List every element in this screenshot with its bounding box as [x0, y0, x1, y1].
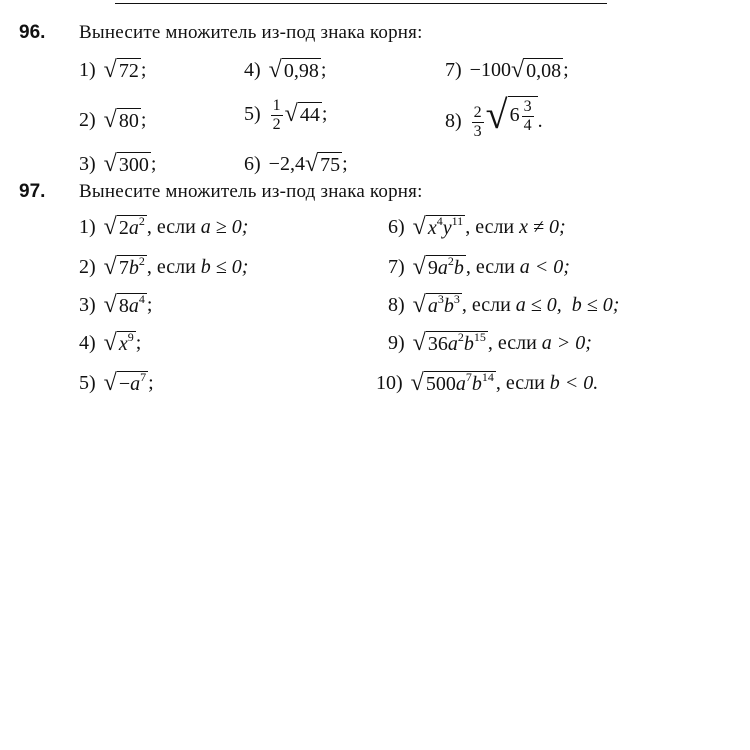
radical: √ 75 [304, 151, 341, 177]
radical: √ 72 [103, 57, 139, 83]
problem-96-item-2: 2) √ 80 ; [79, 107, 147, 133]
radical: √ $7b^2$ [103, 254, 145, 280]
radical: √ $500a^7b^{14}$ [410, 370, 494, 396]
radical: √ $9a^2b$ [412, 254, 464, 280]
radical: √ 0,08 [510, 57, 562, 83]
problem-97-item-7: 7) √ $9a^2b$ , если a < 0; [388, 254, 570, 280]
radical: √ $x^4y^{11}$ [412, 214, 464, 240]
problem-96-number: 96. [19, 22, 46, 43]
problem-97-item-4: 4) √ $x^9$ ; [79, 330, 142, 356]
problem-96-item-1: 1) √ 72 ; [79, 57, 147, 83]
fraction: $\frac{2}{3}$ [473, 103, 482, 140]
problem-96-item-3: 3) √ 300 ; [79, 151, 157, 177]
problem-97-item-8: 8) √ $a^3b^3$ , если a ≤ 0, b ≤ 0; [388, 292, 620, 318]
problem-97-item-2: 2) √ $7b^2$ , если b ≤ 0; [79, 254, 249, 280]
problem-97-item-10: 10) √ $500a^7b^{14}$ , если b < 0. [376, 370, 599, 396]
problem-96-heading: Вынесите множитель из-под знака корня: [79, 22, 423, 43]
radical: √ 0,98 [268, 57, 319, 83]
fraction: $\frac{1}{2}$ [272, 97, 281, 133]
problem-96-item-8: 8) $\frac{2}{3}$ √ 6 $\frac{3}{4}$ . [445, 92, 543, 140]
problem-97-item-3: 3) √ $8a^4$ ; [79, 292, 153, 318]
radical: √ 80 [103, 107, 139, 133]
radical: √ $x^9$ [103, 330, 134, 356]
problem-97-heading: Вынесите множитель из-под знака корня: [79, 181, 423, 202]
problem-97-item-1: 1) √ $2a^2$ , если a ≥ 0; [79, 214, 249, 240]
radical: √ $a^3b^3$ [412, 292, 460, 318]
problem-96-item-6: 6) −2,4 √ 75 ; [244, 151, 348, 177]
radical: √ $2a^2$ [103, 214, 145, 240]
radical: √ $8a^4$ [103, 292, 145, 318]
top-rule [115, 3, 607, 4]
problem-96-item-7: 7) −100 √ 0,08 ; [445, 57, 569, 83]
problem-97-item-9: 9) √ $36a^2b^{15}$ , если a > 0; [388, 330, 592, 356]
problem-97-item-5: 5) √ $-a^7$ ; [79, 370, 154, 396]
radical: √ 6 $\frac{3}{4}$ [486, 94, 538, 134]
radical: √ 300 [103, 151, 149, 177]
radical: √ 44 [284, 101, 320, 128]
problem-97-item-6: 6) √ $x^4y^{11}$ , если x ≠ 0; [388, 214, 566, 240]
problem-96-item-4: 4) √ 0,98 ; [244, 57, 327, 83]
problem-97-number: 97. [19, 181, 46, 202]
problem-96-item-5: 5) $\frac{1}{2}$ √ 44 ; [244, 97, 328, 133]
radical: √ $-a^7$ [103, 370, 147, 396]
radical: √ $36a^2b^{15}$ [412, 330, 486, 356]
